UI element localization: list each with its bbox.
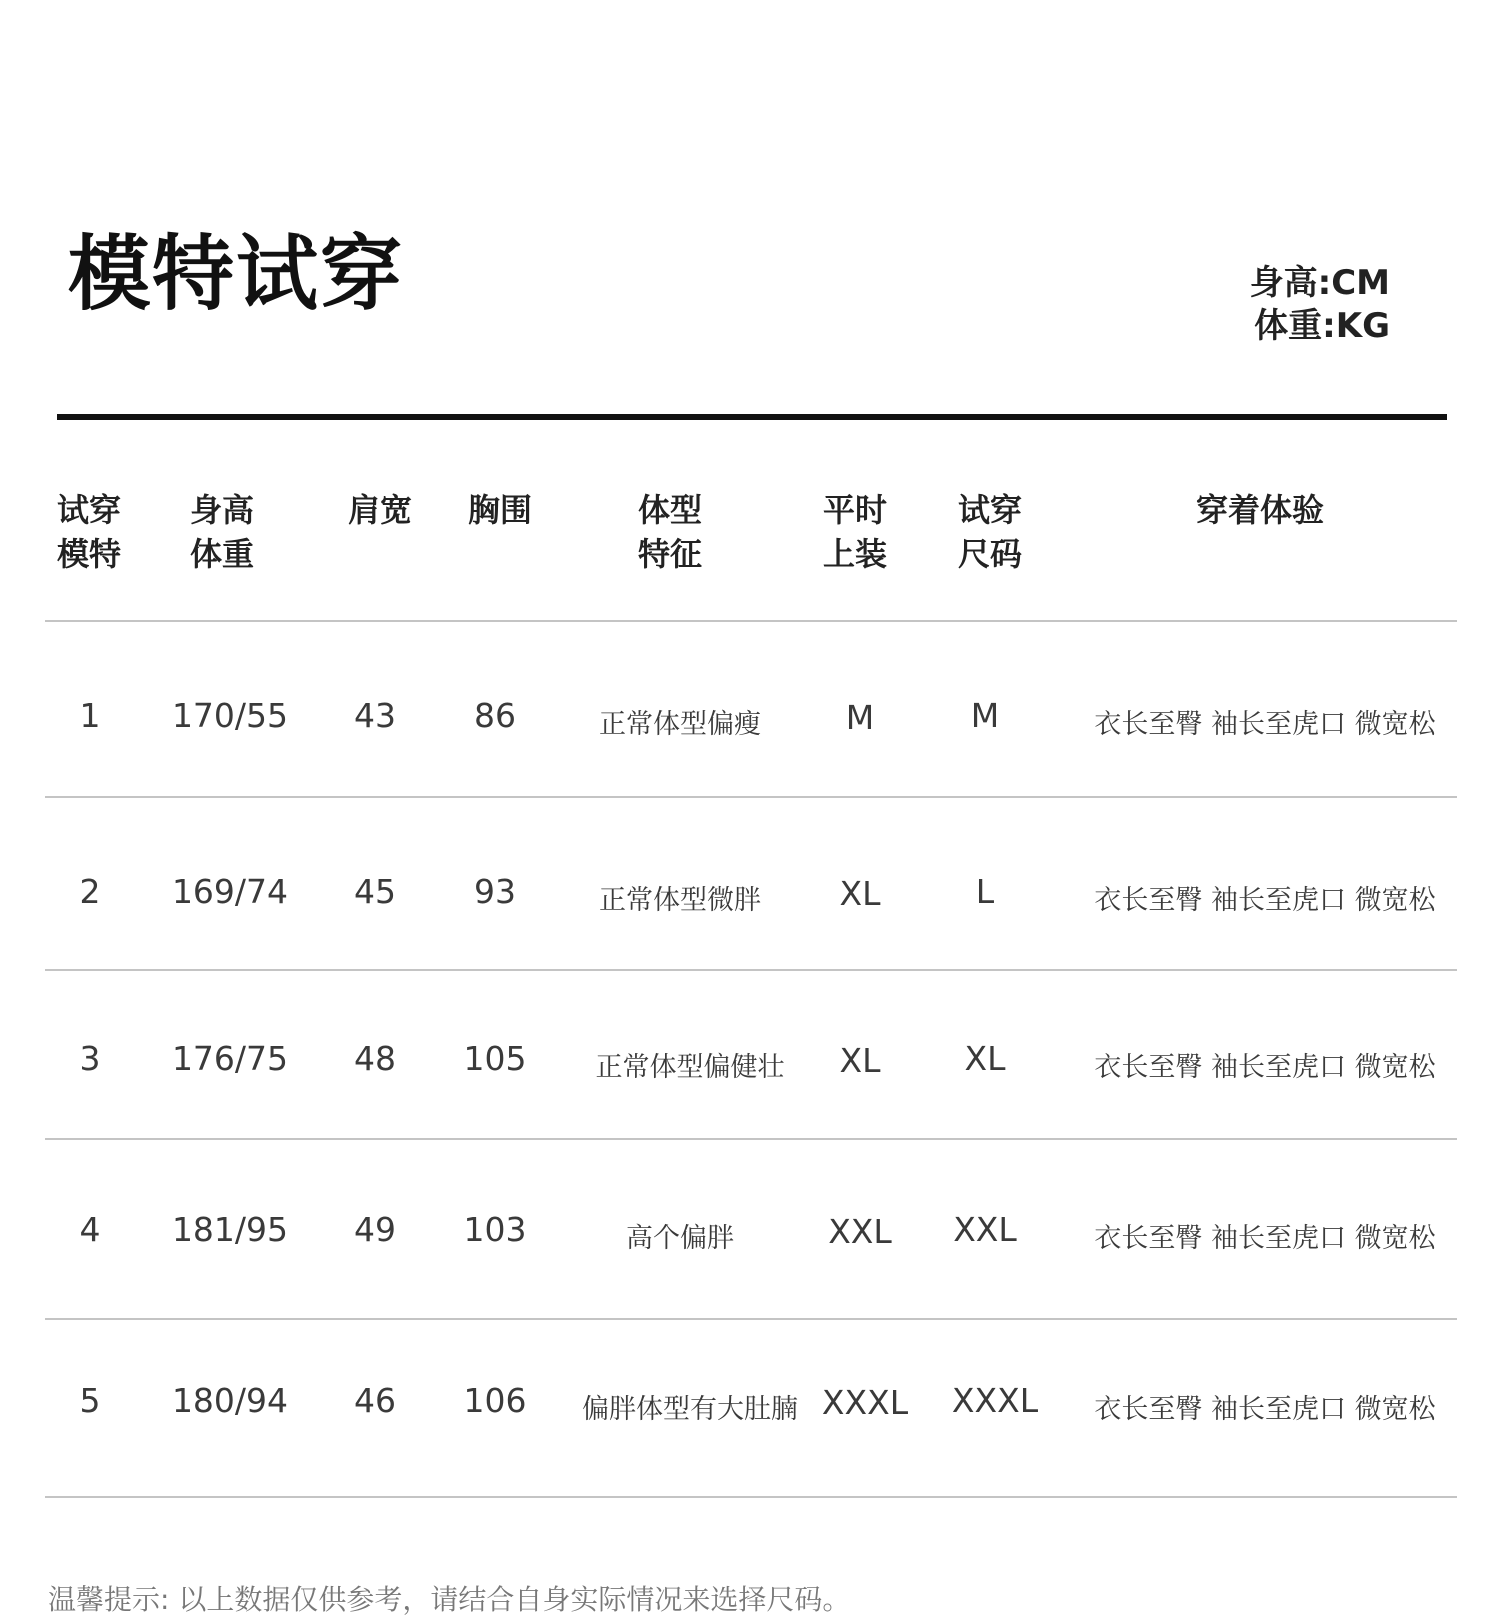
header-shoulder: [325, 488, 435, 532]
header-body-type: [615, 488, 725, 576]
cell-body-type: 正常体型偏健壮: [595, 1052, 785, 1083]
table-divider: [45, 1138, 1457, 1140]
cell-shoulder: 49: [354, 1210, 396, 1249]
cell-model-no: 5: [79, 1381, 101, 1420]
cell-body-type: 正常体型偏瘦: [599, 709, 761, 740]
cell-wear-experience: 衣长至臀 袖长至虎口 微宽松: [1094, 709, 1436, 740]
page-title: 模特试穿: [68, 227, 405, 322]
cell-fitted-size: XL: [964, 1039, 1006, 1078]
cell-height-weight: 180/94: [171, 1381, 289, 1420]
footer-note: 温馨提示: 以上数据仅供参考，请结合自身实际情况来选择尺码。: [48, 1583, 851, 1616]
cell-model-no: 1: [79, 696, 101, 735]
cell-fitted-size: XXL: [953, 1210, 1017, 1249]
cell-fitted-size: L: [975, 872, 995, 911]
header-fitted-size-line1: 试穿: [957, 491, 1022, 529]
header-fitted-size: [935, 488, 1045, 576]
cell-wear-experience: 衣长至臀 袖长至虎口 微宽松: [1094, 1052, 1436, 1083]
cell-shoulder: 43: [354, 696, 396, 735]
cell-wear-experience: 衣长至臀 袖长至虎口 微宽松: [1094, 1394, 1436, 1425]
cell-shoulder: 46: [354, 1381, 396, 1420]
cell-height-weight: 169/74: [171, 872, 289, 911]
cell-model-no: 2: [79, 872, 101, 911]
cell-usual-size: M: [845, 698, 875, 737]
table-divider: [45, 620, 1457, 622]
cell-chest: 93: [474, 872, 516, 911]
cell-wear-experience: 衣长至臀 袖长至虎口 微宽松: [1094, 1223, 1436, 1254]
cell-shoulder: 48: [354, 1039, 396, 1078]
table-divider: [45, 1318, 1457, 1320]
header-body-type-line2: 特征: [637, 535, 702, 573]
header-shoulder-line1: 肩宽: [347, 491, 412, 529]
table-divider: [45, 1496, 1457, 1498]
height-unit-label: 身高:CM: [1249, 263, 1390, 303]
cell-body-type: 偏胖体型有大肚腩: [582, 1394, 798, 1425]
cell-height-weight: 170/55: [171, 696, 289, 735]
unit-legend: [1170, 262, 1390, 348]
header-height-weight-line2: 体重: [190, 535, 255, 573]
cell-chest: 86: [474, 696, 516, 735]
header-model-line1: 试穿: [57, 491, 122, 529]
header-wear-experience: [1110, 488, 1410, 532]
cell-wear-experience: 衣长至臀 袖长至虎口 微宽松: [1094, 885, 1436, 916]
header-usual-size: [800, 488, 910, 576]
header-chest-line1: 胸围: [467, 491, 532, 529]
cell-usual-size: XL: [839, 1041, 881, 1080]
weight-unit-label: 体重:KG: [1254, 306, 1390, 346]
header-body-type-line1: 体型: [637, 491, 702, 529]
cell-model-no: 4: [79, 1210, 101, 1249]
header-chest: [445, 488, 555, 532]
cell-fitted-size: XXXL: [951, 1381, 1039, 1420]
header-usual-size-line2: 上装: [822, 535, 887, 573]
header-height-weight: [190, 488, 280, 576]
table-divider: [45, 796, 1457, 798]
cell-chest: 106: [463, 1381, 527, 1420]
cell-height-weight: 181/95: [171, 1210, 289, 1249]
cell-usual-size: XL: [839, 874, 881, 913]
header-model-line2: 模特: [57, 535, 122, 573]
header-height-weight-line1: 身高: [190, 491, 255, 529]
cell-height-weight: 176/75: [171, 1039, 289, 1078]
header-wear-experience-line1: 穿着体验: [1195, 491, 1324, 529]
header-model: [57, 488, 147, 576]
cell-usual-size: XXXL: [821, 1383, 909, 1422]
cell-body-type: 高个偏胖: [626, 1223, 734, 1254]
cell-shoulder: 45: [354, 872, 396, 911]
title-divider: [57, 414, 1447, 420]
cell-chest: 105: [463, 1039, 527, 1078]
cell-model-no: 3: [79, 1039, 101, 1078]
cell-body-type: 正常体型微胖: [599, 885, 761, 916]
header-usual-size-line1: 平时: [822, 491, 887, 529]
cell-fitted-size: M: [970, 696, 1000, 735]
table-divider: [45, 969, 1457, 971]
header-fitted-size-line2: 尺码: [957, 535, 1022, 573]
cell-chest: 103: [463, 1210, 527, 1249]
cell-usual-size: XXL: [828, 1212, 892, 1251]
